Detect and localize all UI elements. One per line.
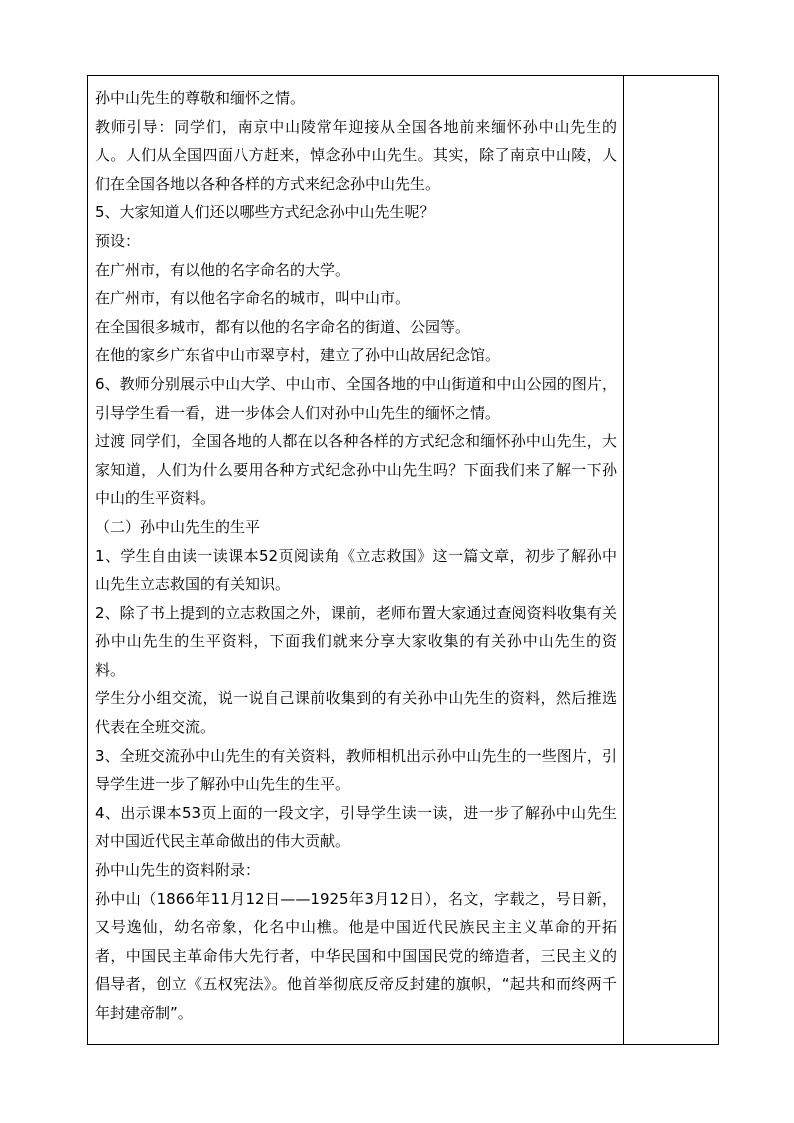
paragraph-17: 孙中山先生的资料附录： bbox=[95, 861, 261, 880]
lesson-text bbox=[95, 84, 617, 1028]
paragraph-18: 孙中山（1866年11月12日——1925年3月12日），名文，字载之，号日新，又号逸仙，幼名帝象，化名中山樵。他是中国近代民族民主主义革命的开拓者，中国民主革命伟大先行者，中华民国和中国国民党的缔造者，三民主义的倡导者，创立《五权宪法》。他首举彻底反帝反封建的旗帜，“起共和而终两千年封建帝制”。 bbox=[95, 889, 617, 1022]
paragraph-3: 5、大家知道人们还以哪些方式纪念孙中山先生呢？ bbox=[95, 203, 435, 222]
paragraph-6: 在广州市，有以他名字命名的城市，叫中山市。 bbox=[95, 289, 411, 308]
paragraph-7: 在全国很多城市，都有以他的名字命名的街道、公园等。 bbox=[95, 317, 471, 336]
notes-cell bbox=[624, 76, 718, 1044]
lesson-table bbox=[87, 75, 719, 1045]
paragraph-5: 在广州市，有以他的名字命名的大学。 bbox=[95, 260, 351, 279]
paragraph-4: 预设： bbox=[95, 231, 141, 250]
paragraph-11: （二）孙中山先生的生平 bbox=[95, 517, 261, 536]
paragraph-8: 在他的家乡广东省中山市翠亨村，建立了孙中山故居纪念馆。 bbox=[95, 346, 501, 365]
paragraph-13: 2、除了书上提到的立志救国之外，课前，老师布置大家通过查阅资料收集有关孙中山先生的生平资料，下面我们就来分享大家收集的有关孙中山先生的资料。 bbox=[95, 603, 617, 679]
paragraph-9: 6、教师分别展示中山大学、中山市、全国各地的中山街道和中山公园的图片，引导学生看一看，进一步体会人们对孙中山先生的缅怀之情。 bbox=[95, 374, 617, 422]
paragraph-2: 教师引导：同学们，南京中山陵常年迎接从全国各地前来缅怀孙中山先生的人。人们从全国四面八方赶来，悼念孙中山先生。其实，除了南京中山陵，人们在全国各地以各种各样的方式来纪念孙中山先生。 bbox=[95, 117, 617, 193]
paragraph-14: 学生分小组交流，说一说自己课前收集到的有关孙中山先生的资料，然后推选代表在全班交流。 bbox=[95, 689, 617, 737]
lesson-content-cell bbox=[88, 76, 624, 1044]
paragraph-1: 孙中山先生的尊敬和缅怀之情。 bbox=[95, 89, 306, 107]
paragraph-15: 3、全班交流孙中山先生的有关资料，教师相机出示孙中山先生的一些图片，引导学生进一步了解孙中山先生的生平。 bbox=[95, 746, 617, 794]
paragraph-16: 4、出示课本53页上面的一段文字，引导学生读一读，进一步了解孙中山先生对中国近代民主革命做出的伟大贡献。 bbox=[95, 803, 617, 851]
paragraph-12: 1、学生自由读一读课本52页阅读角《立志救国》这一篇文章，初步了解孙中山先生立志救国的有关知识。 bbox=[95, 546, 617, 594]
paragraph-10: 过渡 同学们，全国各地的人都在以各种各样的方式纪念和缅怀孙中山先生，大家知道，人们为什么要用各种方式纪念孙中山先生吗？下面我们来了解一下孙中山的生平资料。 bbox=[95, 432, 617, 508]
